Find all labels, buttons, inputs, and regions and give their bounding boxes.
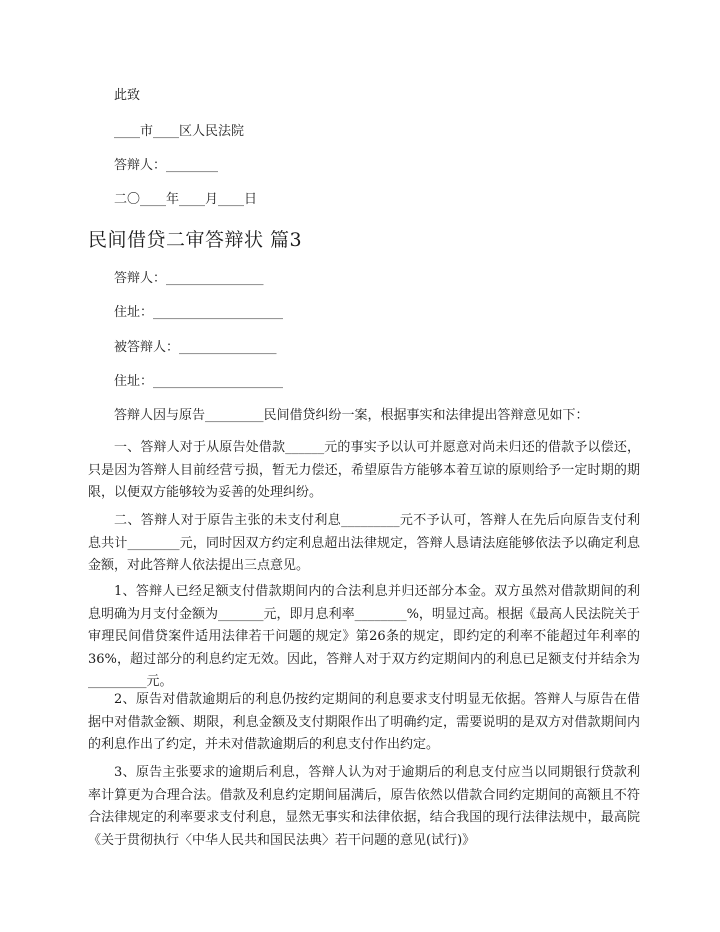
- closing-date: 二〇____年____月____日: [114, 192, 258, 207]
- paragraph-1: 一、答辩人对于从原告处借款______元的事实予以认可并愿意对尚未归还的借款予以偿还，只是因为答辩人目前经营亏损，暂无力偿还，希望原告方能够本着互谅的原则给予一定时期的期限，以便双方能够较为妥善的处理纠纷。: [88, 440, 640, 500]
- intro-statement: 答辩人因与原告_________民间借贷纠纷一案，根据事实和法律提出答辩意见如下：: [114, 408, 589, 423]
- field-respondent-address: 住址：____________________: [114, 305, 284, 320]
- paragraph-5: 3、原告主张要求的逾期后利息，答辩人认为对于逾期后的利息支付应当以同期银行贷款利率计算更为合理合法。借款及利息约定期间届满后，原告依然以借款合同约定期间的高额且不符合法律规定的利率要求支付利息，显然无事实和法律依据，结合我国的现行法律法规中，最高院《关于贯彻执行〈中华人民共和国民法典〉若干问题的意见(试行)》: [88, 765, 640, 848]
- closing-court: ____市____区人民法院: [114, 124, 245, 139]
- field-respondent: 答辩人：_______________: [114, 271, 264, 286]
- paragraph-3: 1、答辩人已经足额支付借款期间内的合法利息并归还部分本金。双方虽然对借款期间的利息明确为月支付金额为_______元，即月息利率________%，明显过高。根据《最高人民法院关于审理民间借贷案件适用法律若干问题的规定》第26条的规定，即约定的利率不能超过年利率的36%，超过部分的利息约定无效。因此，答辩人对于双方约定期间内的利息已足额支付并结余为_________元。: [88, 584, 640, 689]
- closing-salutation: 此致: [114, 88, 141, 103]
- closing-respondent-sign: 答辩人：________: [114, 158, 219, 173]
- paragraph-4: 2、原告对借款逾期后的利息仍按约定期间的利息要求支付明显无依据。答辩人与原告在借据中对借款金额、期限，利息金额及支付期限作出了明确约定，需要说明的是双方对借款期间内的利息作出了约定，并未对借款逾期后的利息支付作出约定。: [88, 692, 640, 752]
- field-appellee: 被答辩人：_______________: [114, 340, 277, 355]
- section-title: 民间借贷二审答辩状 篇3: [88, 229, 303, 251]
- paragraph-2: 二、答辩人对于原告主张的未支付利息_________元不予认可，答辩人在先后向原告支付利息共计________元，同时因双方约定利息超出法律规定，答辩人恳请法庭能够依法予以确定利息金额，对此答辩人依法提出三点意见。: [88, 513, 640, 573]
- field-appellee-address: 住址：____________________: [114, 374, 284, 389]
